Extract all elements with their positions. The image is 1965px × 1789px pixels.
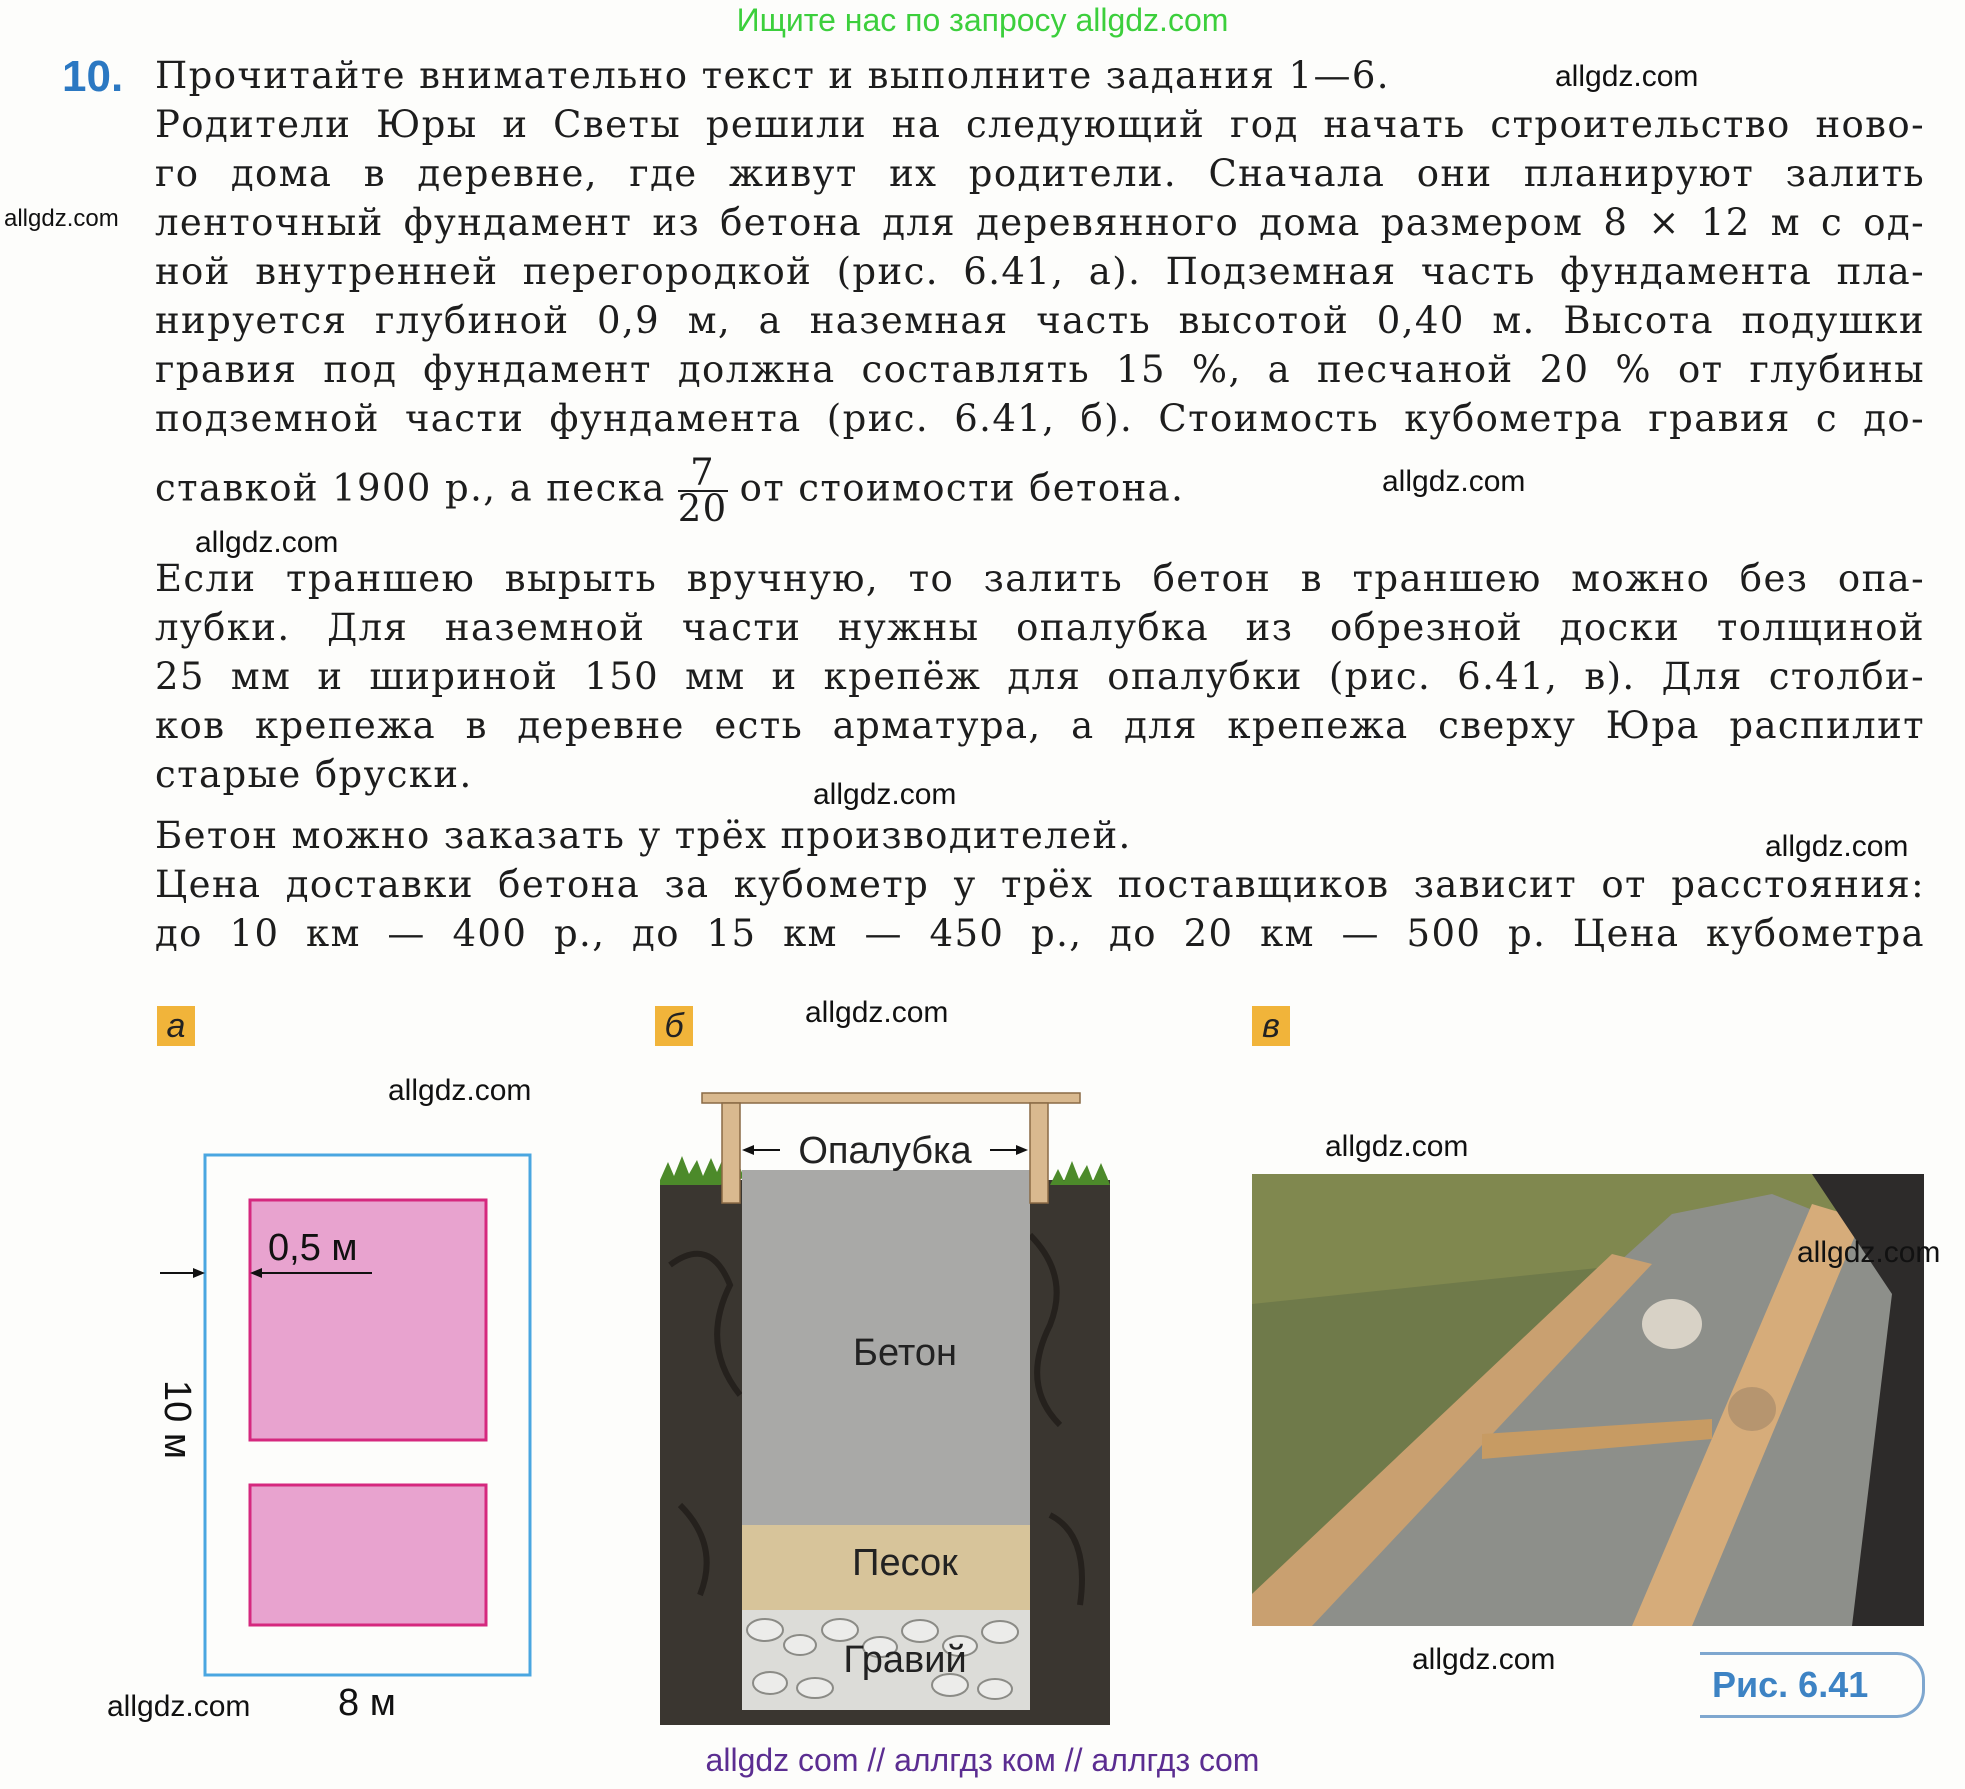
plan-length-label: 10 м: [156, 1380, 198, 1459]
text-line: старые бруски.: [155, 753, 473, 796]
figure-label-v: в: [1252, 1006, 1290, 1046]
concrete-label: Бетон: [853, 1332, 957, 1374]
bottom-watermark: allgdz com // аллгдз ком // аллгдз com: [705, 1742, 1260, 1778]
fraction-denominator: 20: [677, 487, 728, 530]
text-line: Если траншею вырыть вручную, то залить бетон в траншею можно без опа-: [155, 557, 1925, 600]
wall-width-label: 0,5 м: [268, 1227, 358, 1269]
text-line: нируется глубиной 0,9 м, а наземная часть высотой 0,40 м. Высота подушки: [155, 299, 1925, 342]
site-watermark: allgdz.com: [1382, 465, 1526, 498]
site-watermark: allgdz.com: [1412, 1643, 1556, 1676]
site-watermark: allgdz.com: [1797, 1236, 1941, 1269]
grass-right: [1050, 1161, 1110, 1185]
text-line: Бетон можно заказать у трёх производителей.: [155, 814, 1132, 857]
site-watermark: allgdz.com: [1325, 1130, 1469, 1163]
plan-room-2: [250, 1485, 486, 1625]
site-watermark: allgdz.com: [4, 205, 119, 232]
arrow-left-head: [193, 1268, 205, 1278]
site-watermark: allgdz.com: [388, 1074, 532, 1107]
text-line: подземной части фундамента (рис. 6.41, б). Стоимость кубометра гравия с до-: [155, 397, 1925, 440]
figure-label-b: б: [655, 1006, 693, 1046]
task-number: 10.: [62, 52, 124, 101]
text-line: гравия под фундамент должна составлять 15 %, а песчаной 20 % от глубины: [155, 348, 1925, 391]
text-line: до 10 км — 400 р., до 15 км — 450 р., до 20 км — 500 р. Цена кубометра: [155, 912, 1925, 955]
fraction: [677, 451, 728, 530]
text-line: Цена доставки бетона за кубометр у трёх поставщиков зависит от расстояния:: [155, 863, 1925, 906]
foundation-section-diagram: [650, 1085, 1120, 1730]
site-watermark: allgdz.com: [813, 778, 957, 811]
figure-label-a: а: [157, 1006, 195, 1046]
fraction-text-line: [155, 451, 1925, 530]
site-watermark: allgdz.com: [805, 996, 949, 1029]
site-watermark: allgdz.com: [1555, 60, 1699, 93]
text-line: ной внутренней перегородкой (рис. 6.41, а). Подземная часть фундамента пла-: [155, 250, 1925, 293]
fraction-numerator: 7: [678, 456, 728, 492]
gravel-label: Гравий: [843, 1639, 967, 1681]
figure-caption: [1700, 1652, 1925, 1718]
task-instruction: Прочитайте внимательно текст и выполните задания 1—6.: [155, 54, 1390, 97]
top-watermark: Ищите нас по запросу allgdz.com: [736, 2, 1229, 38]
formwork-right-board: [1030, 1103, 1048, 1203]
site-watermark: allgdz.com: [195, 526, 339, 559]
figure-caption-text: Рис. 6.41: [1712, 1664, 1869, 1705]
fraction-line-before: ставкой 1900 р., а песка: [155, 466, 666, 510]
foundation-plan-diagram: [140, 1140, 560, 1720]
formwork-arrow-left-head: [742, 1145, 754, 1155]
text-line: Родители Юры и Светы решили на следующий год начать строительство ново-: [155, 103, 1925, 146]
text-line: 25 мм и шириной 150 мм и крепёж для опалубки (рис. 6.41, в). Для столби-: [155, 655, 1925, 698]
text-line: ленточный фундамент из бетона для деревянного дома размером 8 × 12 м с од-: [155, 201, 1925, 244]
site-watermark: allgdz.com: [107, 1690, 251, 1723]
text-line: го дома в деревне, где живут их родители. Сначала они планируют залить: [155, 152, 1925, 195]
fraction-line-after: от стоимости бетона.: [739, 466, 1185, 510]
text-line: ков крепежа в деревне есть арматура, а для крепежа сверху Юра распилит: [155, 704, 1925, 747]
site-watermark: allgdz.com: [1765, 830, 1909, 863]
formwork-label: Опалубка: [798, 1130, 972, 1172]
formwork-arrow-right-head: [1016, 1145, 1028, 1155]
formwork-top-bar: [702, 1093, 1080, 1103]
photo-glove: [1642, 1299, 1702, 1349]
plan-width-label: 8 м: [338, 1682, 396, 1720]
text-line: лубки. Для наземной части нужны опалубка из обрезной доски толщиной: [155, 606, 1925, 649]
photo-hand: [1728, 1387, 1776, 1431]
sand-label: Песок: [852, 1542, 958, 1584]
formwork-left-board: [722, 1103, 740, 1203]
